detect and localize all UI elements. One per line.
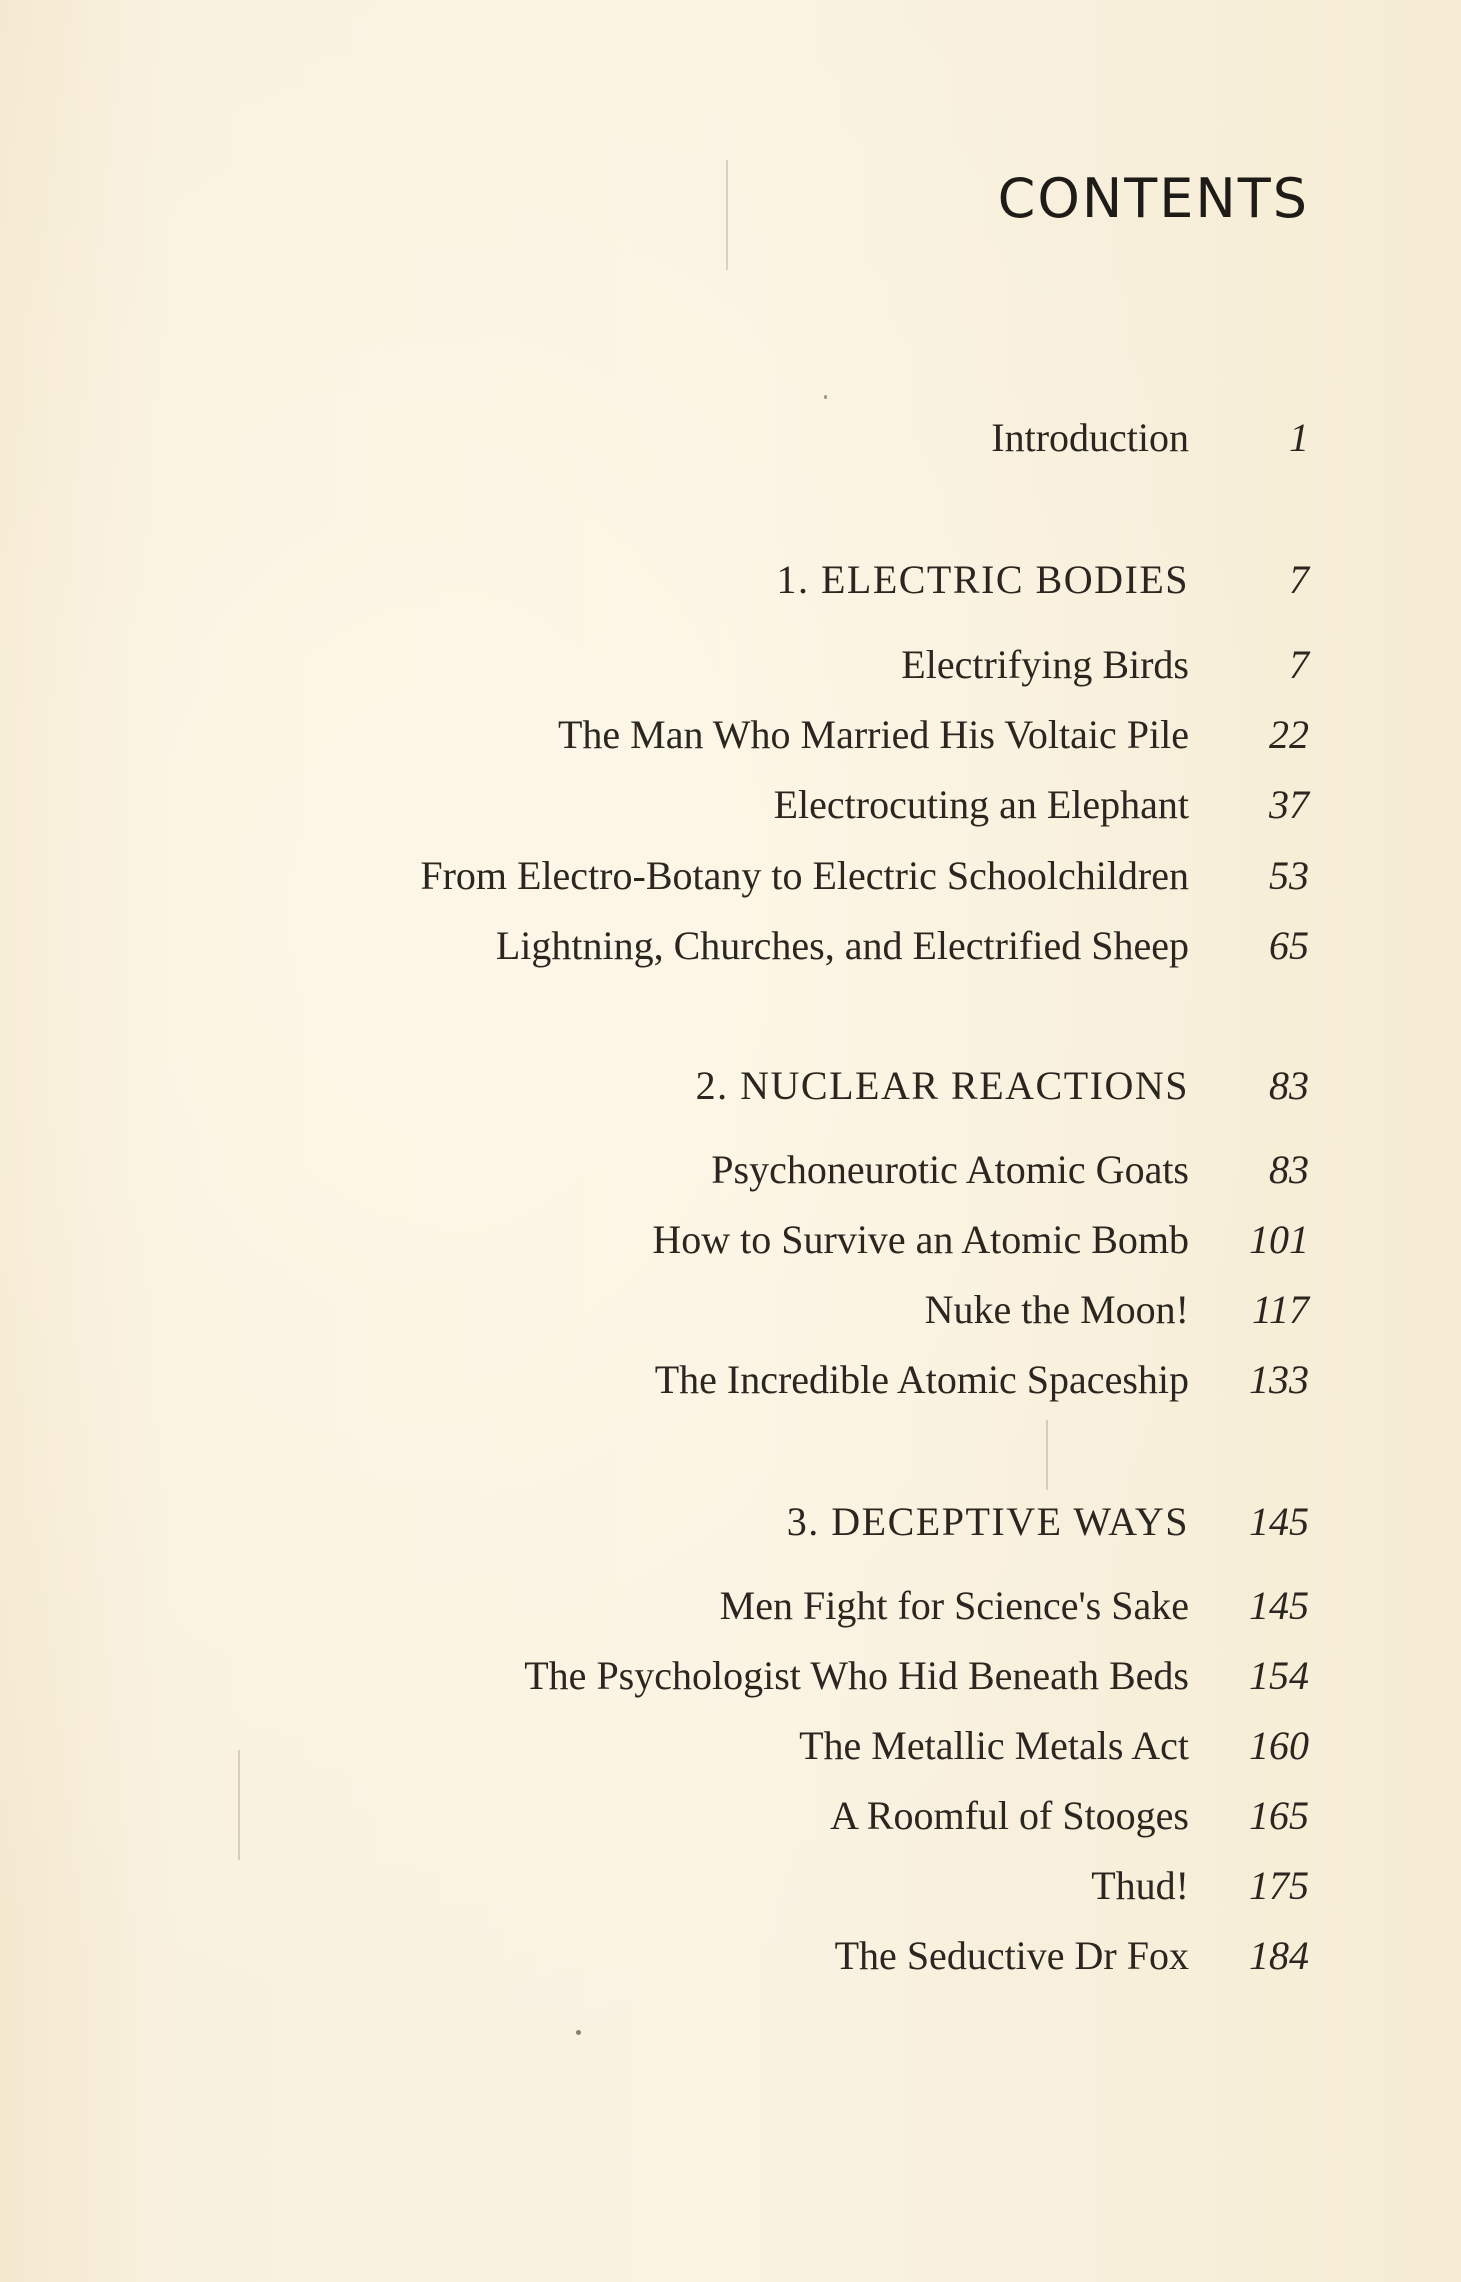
toc-page-number: 53 bbox=[1269, 853, 1309, 898]
toc-entry-title: The Incredible Atomic Spaceship bbox=[654, 1357, 1189, 1402]
toc-entry-row bbox=[924, 1287, 1309, 1332]
toc-entry-title: Electrocuting an Elephant bbox=[773, 782, 1189, 827]
paper-crease-mark bbox=[726, 160, 728, 270]
toc-page-number: 154 bbox=[1249, 1653, 1309, 1698]
toc-entry-row bbox=[557, 712, 1309, 757]
toc-entry-row bbox=[799, 1723, 1309, 1768]
toc-page-number: 37 bbox=[1269, 782, 1309, 827]
paper-crease-mark bbox=[1046, 1420, 1048, 1490]
toc-entry-title: A Roomful of Stooges bbox=[830, 1793, 1189, 1838]
toc-entry-title: Lightning, Churches, and Electrified Sheep bbox=[495, 923, 1189, 968]
toc-entry-row bbox=[420, 853, 1309, 898]
toc-entry-title: From Electro-Botany to Electric Schoolchildren bbox=[420, 853, 1189, 898]
toc-entry-row bbox=[901, 642, 1309, 687]
toc-page-number: 65 bbox=[1269, 923, 1309, 968]
toc-page-number: 83 bbox=[1269, 1063, 1309, 1108]
toc-entry-row bbox=[654, 1357, 1309, 1402]
toc-entry-title: The Man Who Married His Voltaic Pile bbox=[557, 712, 1189, 757]
toc-page-number: 101 bbox=[1249, 1217, 1309, 1262]
toc-page-number: 160 bbox=[1249, 1723, 1309, 1768]
ink-speck bbox=[824, 395, 827, 399]
toc-page-number: 184 bbox=[1249, 1933, 1309, 1978]
toc-entry-title: Men Fight for Science's Sake bbox=[719, 1583, 1189, 1628]
toc-entry-title: The Psychologist Who Hid Beneath Beds bbox=[524, 1653, 1189, 1698]
toc-entry-row bbox=[830, 1793, 1309, 1838]
toc-page-number: 165 bbox=[1249, 1793, 1309, 1838]
toc-page-number: 133 bbox=[1249, 1357, 1309, 1402]
page-title: CONTENTS bbox=[997, 167, 1309, 230]
toc-entry-title: The Seductive Dr Fox bbox=[834, 1933, 1189, 1978]
toc-page-number: 83 bbox=[1269, 1147, 1309, 1192]
toc-entry-title: Nuke the Moon! bbox=[924, 1287, 1189, 1332]
toc-entry-row bbox=[711, 1147, 1309, 1192]
toc-section-row bbox=[786, 1499, 1309, 1544]
toc-entry-row bbox=[524, 1653, 1309, 1698]
toc-entry-title: The Metallic Metals Act bbox=[799, 1723, 1189, 1768]
toc-page-number: 7 bbox=[1289, 642, 1309, 687]
toc-page-number: 175 bbox=[1249, 1863, 1309, 1908]
toc-entry-row bbox=[834, 1933, 1309, 1978]
paper-crease-mark bbox=[238, 1750, 240, 1860]
toc-entry-title: Thud! bbox=[1091, 1863, 1189, 1908]
toc-section-row bbox=[776, 557, 1309, 602]
ink-speck bbox=[576, 2030, 581, 2035]
toc-entry-title: Introduction bbox=[991, 415, 1189, 460]
toc-entry-row bbox=[495, 923, 1309, 968]
toc-entry-title: Electrifying Birds bbox=[901, 642, 1189, 687]
toc-entry-row bbox=[773, 782, 1309, 827]
toc-page-number: 22 bbox=[1269, 712, 1309, 757]
toc-section-title: 1. ELECTRIC BODIES bbox=[776, 557, 1189, 602]
toc-page-number: 117 bbox=[1251, 1287, 1309, 1332]
toc-page-number: 1 bbox=[1289, 415, 1309, 460]
toc-page-number: 145 bbox=[1249, 1583, 1309, 1628]
toc-entry-row bbox=[991, 415, 1309, 460]
toc-entry-row bbox=[719, 1583, 1309, 1628]
toc-entry-title: Psychoneurotic Atomic Goats bbox=[711, 1147, 1189, 1192]
toc-page-number: 7 bbox=[1289, 557, 1309, 602]
toc-section-title: 3. DECEPTIVE WAYS bbox=[786, 1499, 1189, 1544]
toc-entry-row bbox=[1091, 1863, 1309, 1908]
toc-entry-row bbox=[652, 1217, 1309, 1262]
toc-section-title: 2. NUCLEAR REACTIONS bbox=[695, 1063, 1189, 1108]
toc-entry-title: How to Survive an Atomic Bomb bbox=[652, 1217, 1189, 1262]
toc-page-number: 145 bbox=[1249, 1499, 1309, 1544]
toc-section-row bbox=[695, 1063, 1309, 1108]
